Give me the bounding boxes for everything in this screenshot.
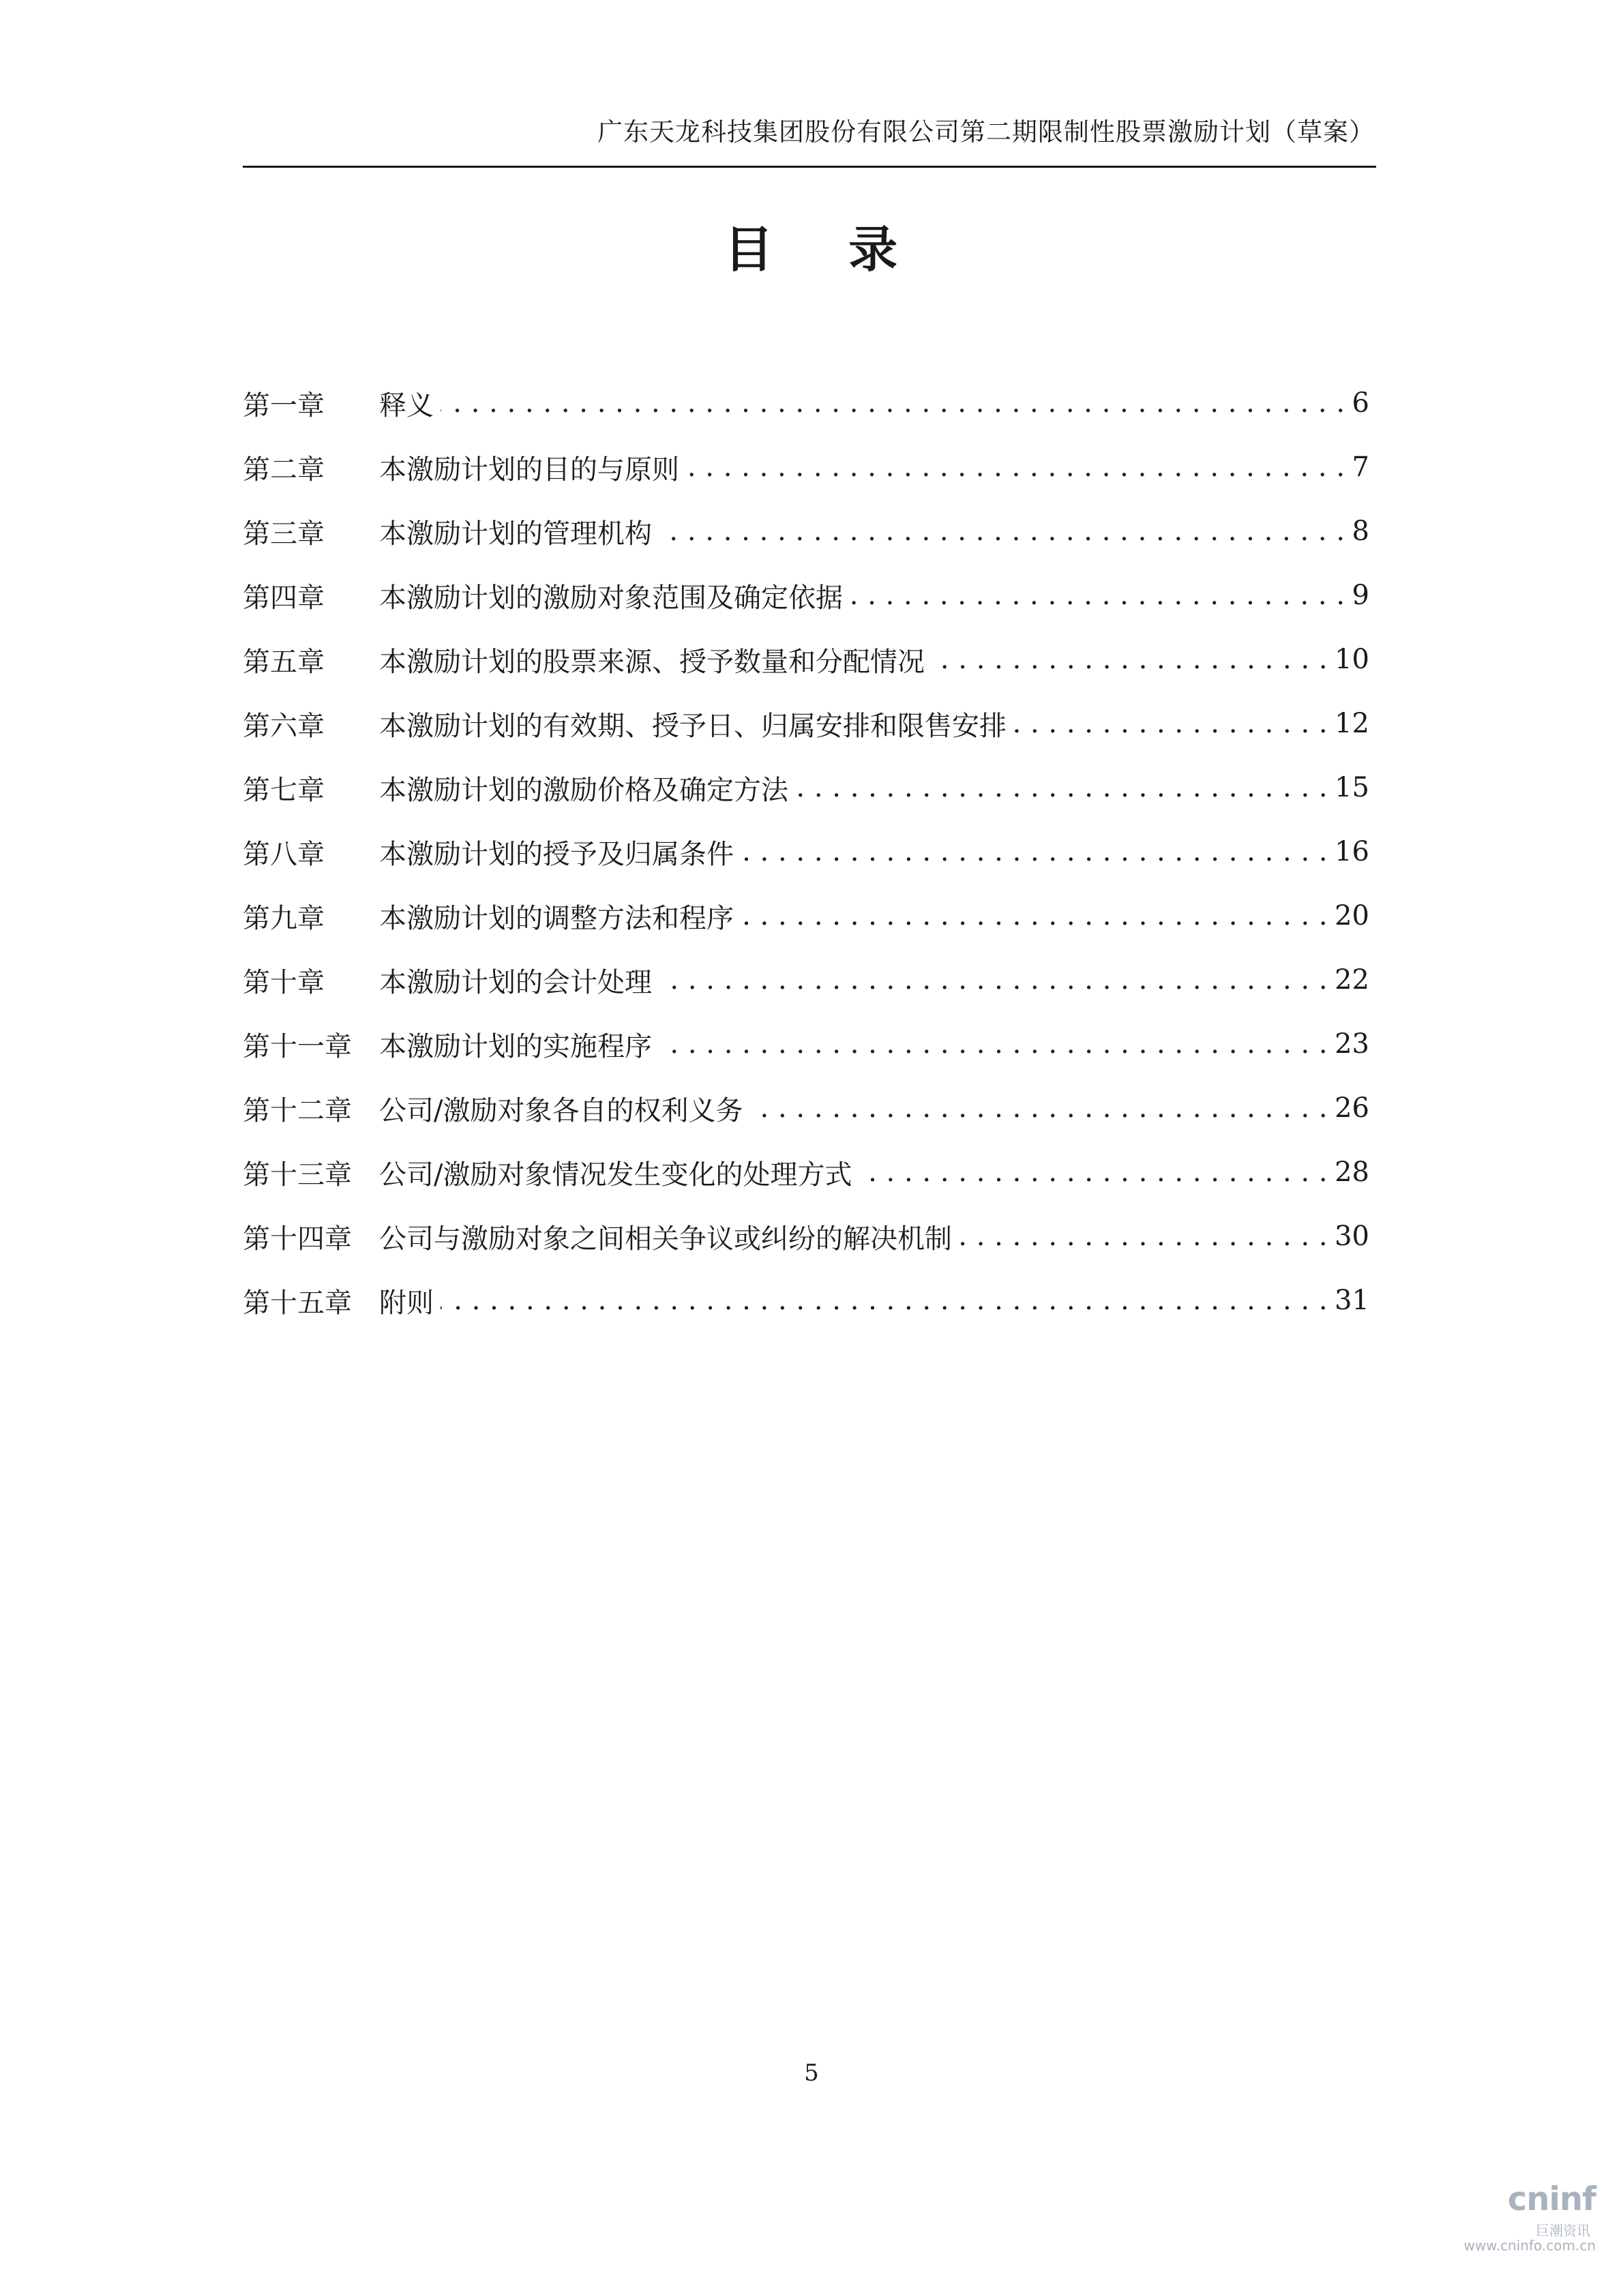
toc-page-number: 22 [1335, 964, 1369, 996]
toc-entry[interactable] [243, 691, 1369, 756]
toc-entry[interactable] [243, 820, 1369, 884]
toc-entry[interactable] [243, 1140, 1369, 1204]
toc-chapter-title: 本激励计划的管理机构 [379, 518, 652, 550]
toc-chapter-number: 第十二章 [243, 1094, 352, 1127]
toc-page-number: 9 [1352, 580, 1369, 611]
toc-leader-dots [959, 1223, 1328, 1250]
toc-entry[interactable] [243, 499, 1369, 563]
toc-page-number: 8 [1352, 516, 1369, 547]
toc-chapter-title: 释义 [379, 389, 434, 421]
toc-leader-dots [441, 1287, 1328, 1314]
toc-page-number: 26 [1335, 1092, 1369, 1124]
toc-chapter-title: 公司与激励对象之间相关争议或纠纷的解决机制 [379, 1223, 952, 1255]
toc-page-number: 16 [1335, 836, 1369, 867]
toc-chapter-number: 第六章 [243, 710, 325, 742]
toc-leader-dots [441, 389, 1345, 417]
toc-page-number: 28 [1335, 1157, 1369, 1188]
toc-chapter-number: 第五章 [243, 646, 325, 678]
toc-chapter-title: 公司/激励对象各自的权利义务 [379, 1094, 743, 1127]
toc-chapter-number: 第九章 [243, 902, 325, 934]
toc-leader-dots [859, 1159, 1328, 1186]
table-of-contents [243, 371, 1369, 1332]
toc-chapter-title: 本激励计划的股票来源、授予数量和分配情况 [379, 646, 925, 678]
cninfo-subtitle: 巨潮资讯 [1536, 2222, 1590, 2239]
toc-page-number: 12 [1335, 708, 1369, 739]
toc-chapter-title: 公司/激励对象情况发生变化的处理方式 [379, 1159, 852, 1191]
toc-leader-dots [795, 774, 1328, 801]
toc-chapter-number: 第三章 [243, 518, 325, 550]
toc-leader-dots [659, 518, 1345, 545]
toc-entry[interactable] [243, 627, 1369, 691]
toc-leader-dots [1013, 710, 1328, 737]
toc-entry[interactable] [243, 1204, 1369, 1268]
toc-leader-dots [741, 838, 1328, 865]
toc-chapter-title: 本激励计划的会计处理 [379, 966, 652, 998]
toc-entry[interactable] [243, 563, 1369, 627]
toc-entry[interactable] [243, 1076, 1369, 1140]
cninfo-url: www.cninfo.com.cn [1463, 2237, 1596, 2254]
toc-entry[interactable] [243, 1268, 1369, 1332]
toc-page-number: 20 [1335, 900, 1369, 931]
toc-leader-dots [850, 582, 1345, 609]
toc-entry[interactable] [243, 1012, 1369, 1076]
toc-page-number: 10 [1335, 644, 1369, 675]
toc-chapter-title: 本激励计划的授予及归属条件 [379, 838, 734, 870]
toc-chapter-number: 第四章 [243, 582, 325, 614]
toc-chapter-title: 本激励计划的激励对象范围及确定依据 [379, 582, 843, 614]
toc-chapter-number: 第七章 [243, 774, 325, 806]
toc-leader-dots [932, 646, 1328, 673]
toc-entry[interactable] [243, 371, 1369, 435]
toc-entry[interactable] [243, 435, 1369, 499]
toc-chapter-number: 第十四章 [243, 1223, 352, 1255]
toc-page-number: 6 [1352, 387, 1369, 419]
header-divider [243, 166, 1376, 168]
toc-chapter-number: 第二章 [243, 453, 325, 486]
toc-entry[interactable] [243, 884, 1369, 948]
toc-chapter-number: 第八章 [243, 838, 325, 870]
toc-page-number: 31 [1335, 1285, 1369, 1316]
toc-chapter-title: 本激励计划的实施程序 [379, 1030, 652, 1062]
toc-leader-dots [659, 1030, 1328, 1058]
cninfo-watermark [1459, 2180, 1596, 2255]
toc-chapter-number: 第一章 [243, 389, 325, 421]
toc-page-number: 23 [1335, 1028, 1369, 1060]
toc-chapter-title: 本激励计划的激励价格及确定方法 [379, 774, 788, 806]
toc-leader-dots [749, 1094, 1328, 1122]
toc-entry[interactable] [243, 756, 1369, 820]
toc-chapter-title: 附则 [379, 1287, 434, 1319]
toc-chapter-title: 本激励计划的调整方法和程序 [379, 902, 734, 934]
toc-chapter-number: 第十五章 [243, 1287, 352, 1319]
toc-leader-dots [659, 966, 1328, 994]
toc-chapter-number: 第十一章 [243, 1030, 352, 1062]
toc-page-number: 7 [1352, 451, 1369, 483]
toc-leader-dots [686, 453, 1345, 481]
toc-chapter-number: 第十章 [243, 966, 325, 998]
toc-entry[interactable] [243, 948, 1369, 1012]
toc-chapter-title: 本激励计划的目的与原则 [379, 453, 679, 486]
cninfo-logo: cninf [1507, 2180, 1596, 2218]
document-header: 广东天龙科技集团股份有限公司第二期限制性股票激励计划（草案） [597, 117, 1375, 147]
toc-title: 目 录 [724, 220, 899, 278]
toc-chapter-number: 第十三章 [243, 1159, 352, 1191]
toc-page-number: 30 [1335, 1221, 1369, 1252]
toc-page-number: 15 [1335, 772, 1369, 803]
page-number: 5 [804, 2059, 819, 2087]
toc-chapter-title: 本激励计划的有效期、授予日、归属安排和限售安排 [379, 710, 1007, 742]
toc-leader-dots [741, 902, 1328, 929]
